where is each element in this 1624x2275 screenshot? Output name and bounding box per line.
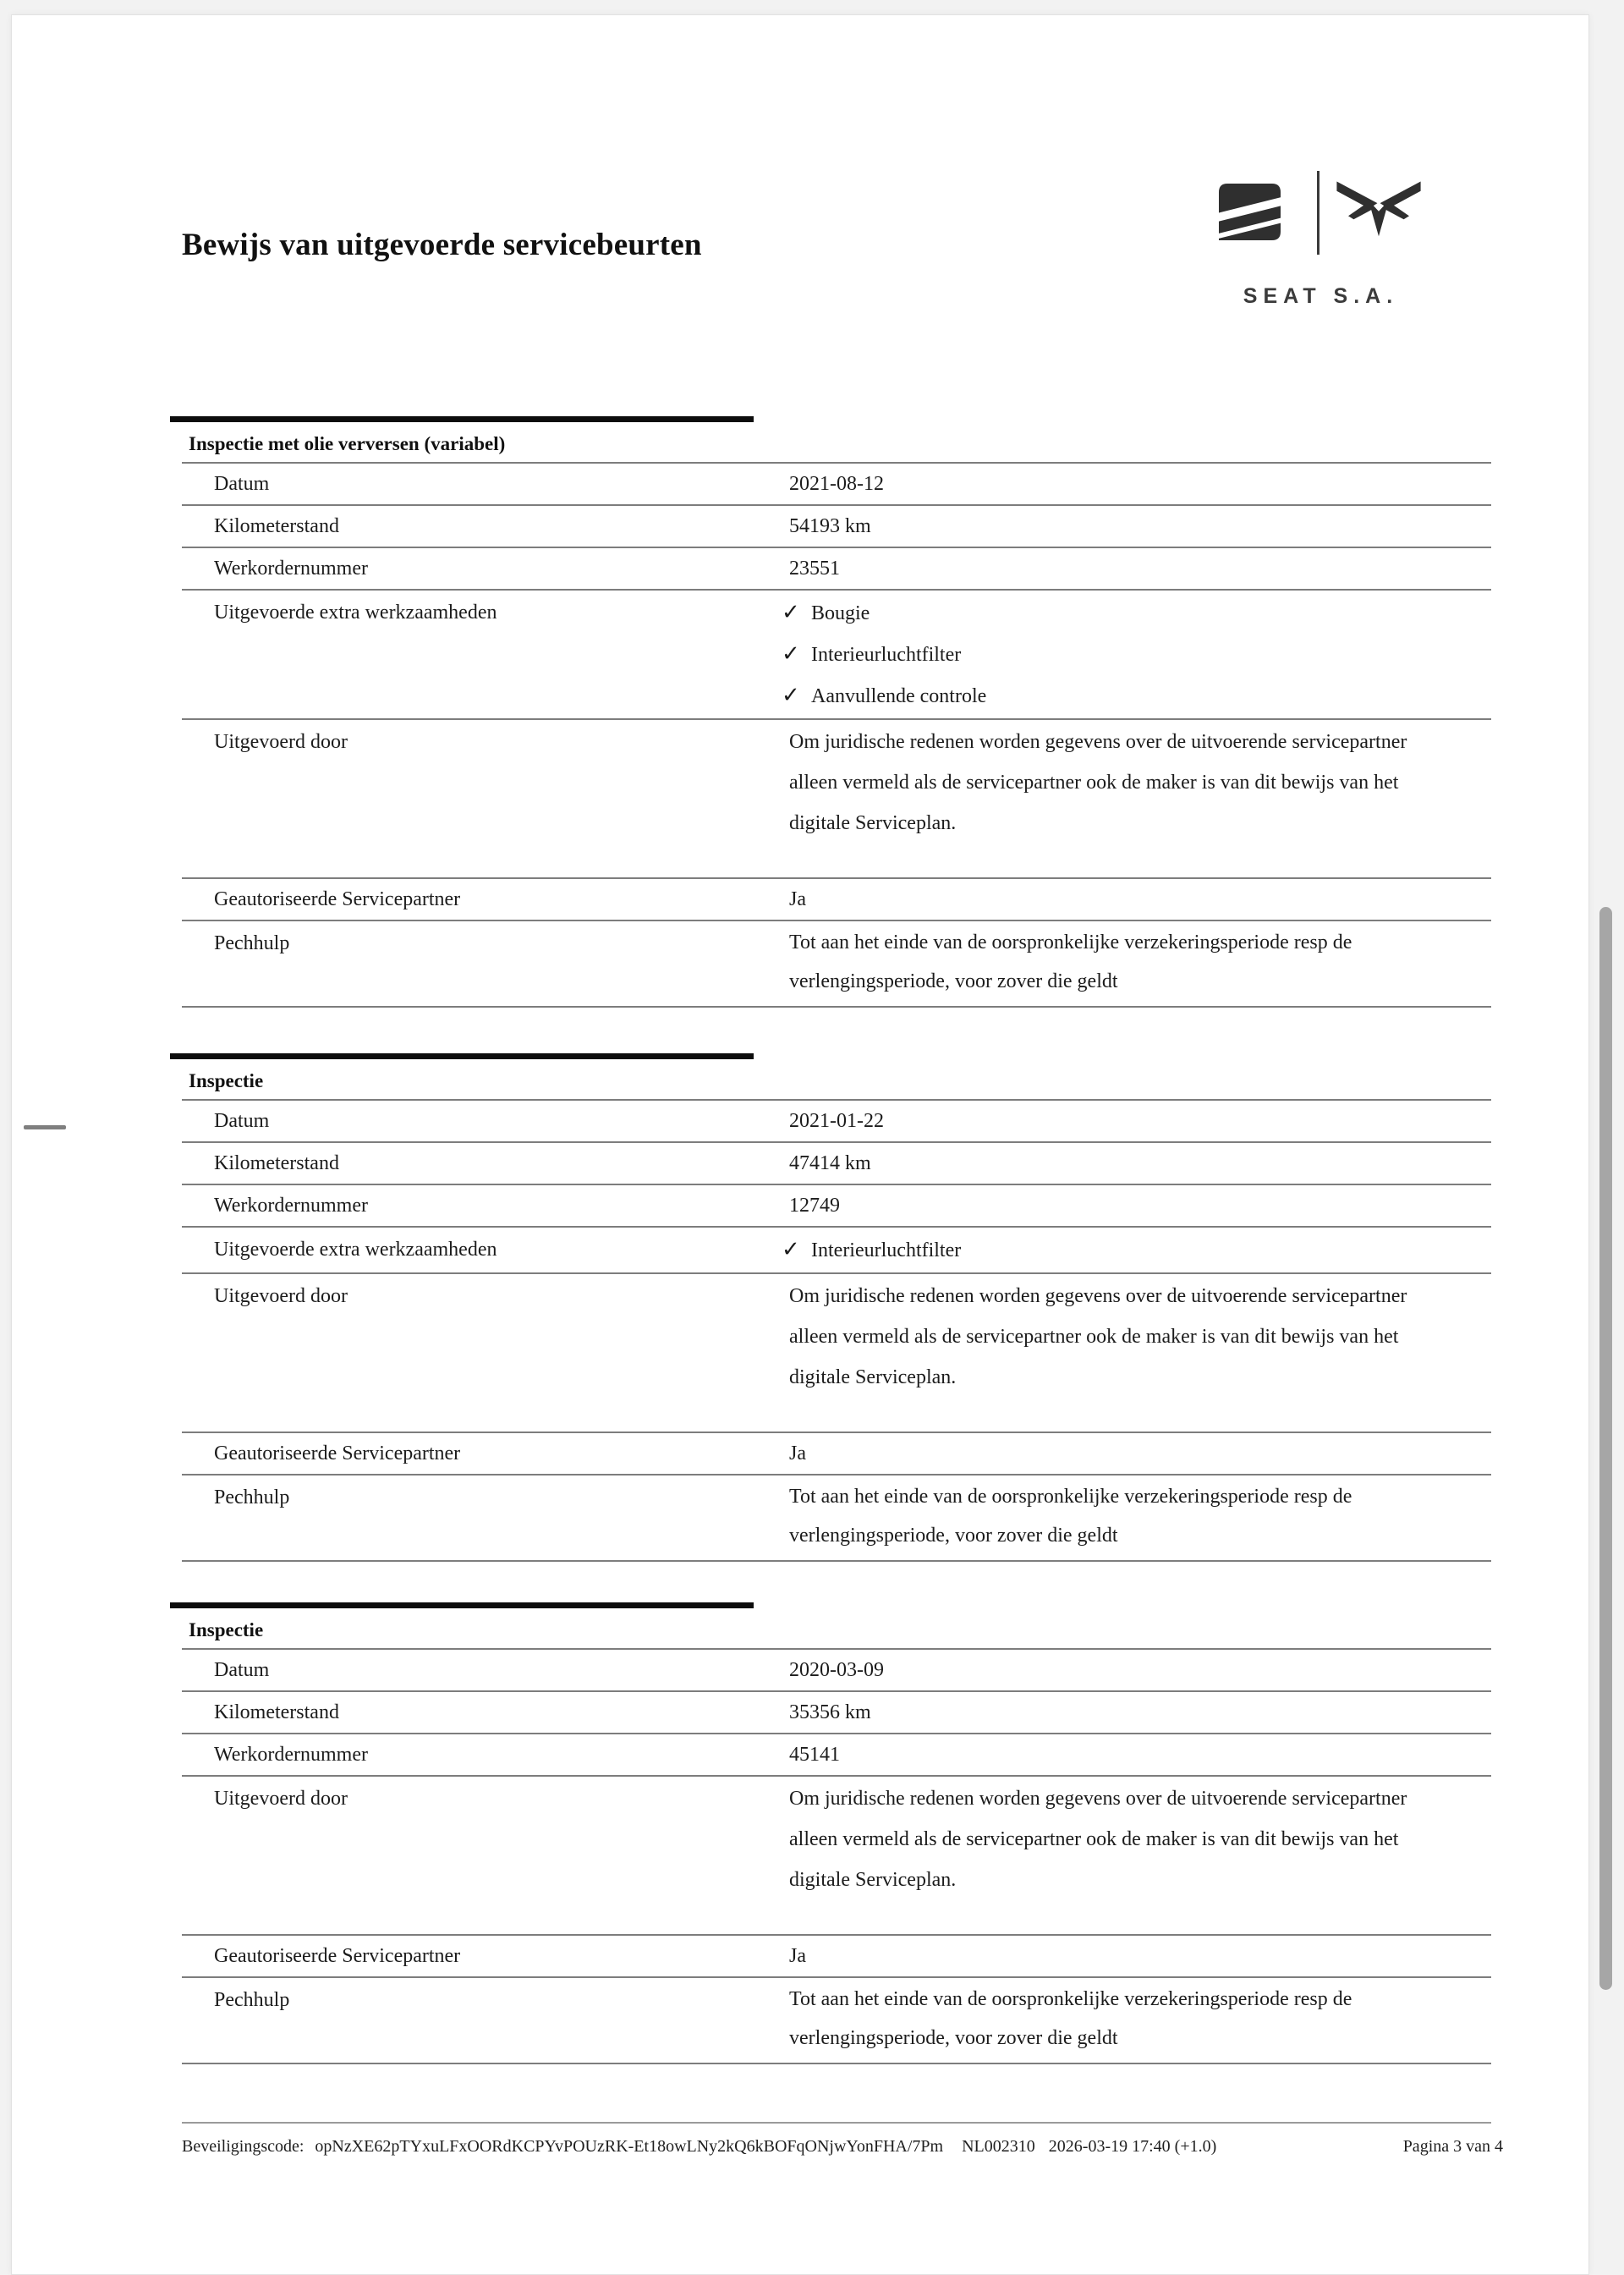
table-row bbox=[182, 1648, 1491, 1690]
row-label: Datum bbox=[214, 472, 270, 495]
section-top-bar bbox=[170, 416, 754, 422]
row-value: 2021-08-12 bbox=[789, 472, 884, 495]
section-title: Inspectie bbox=[189, 1619, 264, 1640]
row-value bbox=[789, 1978, 1491, 2063]
paragraph-line: verlengingsperiode, voor zover die geldt bbox=[789, 1525, 1118, 1547]
row-value: 45141 bbox=[789, 1743, 840, 1766]
row-value: 2020-03-09 bbox=[789, 1658, 884, 1681]
table-row bbox=[182, 1431, 1491, 1474]
paragraph-line: Om juridische redenen worden gegevens over de uitvoerende servicepartner bbox=[789, 731, 1407, 753]
row-label: Werkordernummer bbox=[214, 1194, 368, 1217]
row-label: Uitgevoerd door bbox=[214, 1285, 348, 1307]
paragraph-line: alleen vermeld als de servicepartner ook de maker is van dit bewijs van het bbox=[789, 1828, 1399, 1850]
footer-rule bbox=[182, 2122, 1491, 2124]
timestamp: 2026-03-19 17:40 (+1.0) bbox=[1048, 2137, 1217, 2156]
paragraph-line: Tot aan het einde van de oorspronkelijke verzekeringsperiode resp de bbox=[789, 1988, 1352, 2010]
row-label: Geautoriseerde Servicepartner bbox=[214, 1442, 461, 1464]
row-value bbox=[789, 921, 1491, 1006]
security-code-label: Beveiligingscode: bbox=[182, 2137, 304, 2156]
row-label: Pechhulp bbox=[214, 932, 290, 954]
checklist-item bbox=[782, 1229, 1491, 1271]
service-section bbox=[182, 1053, 1491, 1562]
document-code: NL002310 bbox=[962, 2137, 1035, 2156]
paragraph-line: verlengingsperiode, voor zover die geldt bbox=[789, 970, 1118, 992]
table-row bbox=[182, 1272, 1491, 1431]
page-title: Bewijs van uitgevoerde servicebeurten bbox=[182, 227, 702, 262]
section-top-bar bbox=[170, 1053, 754, 1059]
row-label: Pechhulp bbox=[214, 1486, 290, 1508]
paragraph-line: Tot aan het einde van de oorspronkelijke verzekeringsperiode resp de bbox=[789, 1486, 1352, 1508]
service-section bbox=[182, 1602, 1491, 2064]
section-top-bar bbox=[170, 1602, 754, 1608]
checklist-item-label: Interieurluchtfilter bbox=[811, 1239, 962, 1261]
table-row bbox=[182, 920, 1491, 1006]
vertical-scrollbar-thumb[interactable] bbox=[1599, 907, 1612, 1990]
row-value bbox=[789, 1777, 1491, 1934]
row-value bbox=[789, 1274, 1491, 1431]
table-row bbox=[182, 1184, 1491, 1226]
row-label: Kilometerstand bbox=[214, 514, 339, 537]
row-label: Geautoriseerde Servicepartner bbox=[214, 1944, 461, 1967]
row-value bbox=[789, 1475, 1491, 1560]
checklist-item bbox=[782, 634, 1491, 675]
row-value bbox=[782, 591, 1491, 718]
seat-logo-icon bbox=[1219, 184, 1281, 240]
row-label: Geautoriseerde Servicepartner bbox=[214, 887, 461, 910]
section-title: Inspectie met olie verversen (variabel) bbox=[189, 433, 506, 454]
checklist-item bbox=[782, 592, 1491, 634]
check-icon: ✓ bbox=[782, 641, 800, 667]
paragraph-line: digitale Serviceplan. bbox=[789, 812, 957, 834]
table-row bbox=[182, 1934, 1491, 1976]
row-label: Kilometerstand bbox=[214, 1151, 339, 1174]
row-label: Datum bbox=[214, 1658, 270, 1681]
table-row bbox=[182, 718, 1491, 877]
checklist-item bbox=[782, 675, 1491, 717]
row-value: 23551 bbox=[789, 557, 840, 580]
section-title: Inspectie bbox=[189, 1070, 264, 1091]
checklist-item-label: Bougie bbox=[811, 602, 870, 624]
table-row bbox=[182, 1099, 1491, 1141]
paragraph-line: Tot aan het einde van de oorspronkelijke verzekeringsperiode resp de bbox=[789, 931, 1352, 953]
table-row bbox=[182, 1690, 1491, 1733]
row-value bbox=[782, 1228, 1491, 1272]
paragraph-line: digitale Serviceplan. bbox=[789, 1366, 957, 1388]
brand-name: SEAT S.A. bbox=[1243, 284, 1399, 308]
logo-divider bbox=[1317, 171, 1320, 255]
security-code-value: opNzXE62pTYxuLFxOORdKCPYvPOUzRK-Et18owLNy2kQ6kBOFqONjwYonFHA/7Pm bbox=[315, 2137, 944, 2156]
check-icon: ✓ bbox=[782, 683, 800, 708]
page-indicator: Pagina 3 van 4 bbox=[1402, 2137, 1503, 2156]
table-row bbox=[182, 1226, 1491, 1272]
paragraph-line: alleen vermeld als de servicepartner ook de maker is van dit bewijs van het bbox=[789, 772, 1399, 794]
paragraph-line: digitale Serviceplan. bbox=[789, 1869, 957, 1891]
row-label: Uitgevoerde extra werkzaamheden bbox=[214, 1239, 497, 1261]
row-label: Uitgevoerd door bbox=[214, 731, 348, 753]
row-value: 47414 km bbox=[789, 1151, 871, 1174]
row-value: 54193 km bbox=[789, 514, 871, 537]
check-icon: ✓ bbox=[782, 1237, 800, 1262]
paragraph-line: Om juridische redenen worden gegevens over de uitvoerende servicepartner bbox=[789, 1285, 1407, 1307]
paragraph-line: Om juridische redenen worden gegevens over de uitvoerende servicepartner bbox=[789, 1788, 1407, 1810]
table-row bbox=[182, 1733, 1491, 1775]
row-value: 35356 km bbox=[789, 1701, 871, 1723]
section-rows bbox=[182, 1099, 1491, 1562]
row-label: Werkordernummer bbox=[214, 1743, 368, 1766]
checklist-item-label: Aanvullende controle bbox=[811, 685, 987, 707]
checklist-item-label: Interieurluchtfilter bbox=[811, 644, 962, 666]
table-row bbox=[182, 1976, 1491, 2063]
row-value bbox=[789, 720, 1491, 877]
row-value: 12749 bbox=[789, 1194, 840, 1217]
row-label: Uitgevoerde extra werkzaamheden bbox=[214, 602, 497, 624]
paragraph-line: alleen vermeld als de servicepartner ook de maker is van dit bewijs van het bbox=[789, 1326, 1399, 1348]
row-value: 2021-01-22 bbox=[789, 1109, 884, 1132]
service-section bbox=[182, 416, 1491, 1008]
table-row bbox=[182, 504, 1491, 547]
table-row bbox=[182, 1775, 1491, 1934]
table-row bbox=[182, 877, 1491, 920]
table-row bbox=[182, 1474, 1491, 1560]
page-fold-mark bbox=[24, 1125, 66, 1129]
check-icon: ✓ bbox=[782, 600, 800, 625]
row-value: Ja bbox=[789, 1944, 806, 1967]
section-rows bbox=[182, 1648, 1491, 2064]
table-row bbox=[182, 462, 1491, 504]
row-label: Datum bbox=[214, 1109, 270, 1132]
paragraph-line: verlengingsperiode, voor zover die geldt bbox=[789, 2027, 1118, 2049]
table-row bbox=[182, 547, 1491, 589]
section-rows bbox=[182, 462, 1491, 1008]
brand-block bbox=[1219, 169, 1427, 317]
row-label: Werkordernummer bbox=[214, 557, 368, 580]
cupra-logo-icon bbox=[1335, 179, 1423, 238]
row-label: Kilometerstand bbox=[214, 1701, 339, 1723]
row-label: Uitgevoerd door bbox=[214, 1788, 348, 1810]
footer bbox=[182, 2137, 1503, 2157]
table-row bbox=[182, 1141, 1491, 1184]
row-value: Ja bbox=[789, 1442, 806, 1464]
row-value: Ja bbox=[789, 887, 806, 910]
table-row bbox=[182, 589, 1491, 718]
row-label: Pechhulp bbox=[214, 1989, 290, 2011]
